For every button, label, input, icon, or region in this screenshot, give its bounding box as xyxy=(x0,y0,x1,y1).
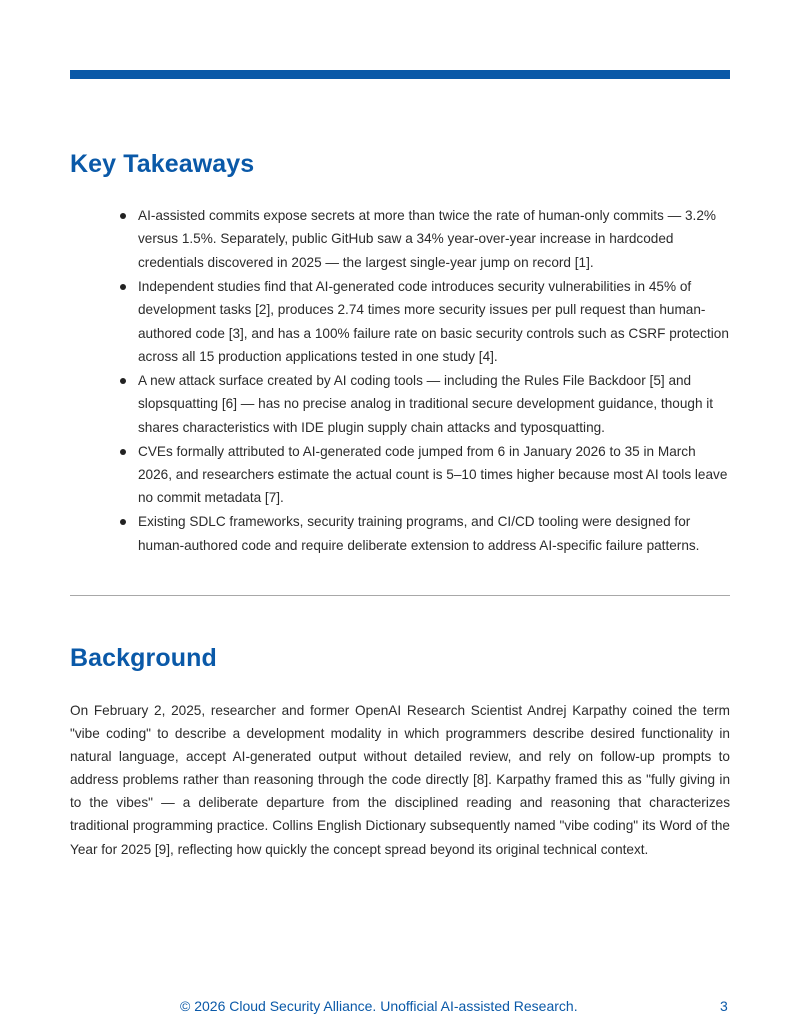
background-heading: Background xyxy=(70,644,217,672)
key-takeaways-heading: Key Takeaways xyxy=(70,150,255,178)
header-accent-bar xyxy=(70,70,730,79)
bullet-icon xyxy=(120,519,126,525)
page-footer xyxy=(0,998,800,1018)
list-item xyxy=(70,275,730,369)
list-item xyxy=(70,440,730,510)
key-takeaways-list xyxy=(70,204,730,558)
list-item xyxy=(70,510,730,557)
list-item-text: CVEs formally attributed to AI-generated code jumped from 6 in January 2026 to 35 in March 2026, and researchers estimate the actual count is 5–10 times higher because most AI tools leave no commit metadata [7]. xyxy=(138,443,728,506)
page-number: 3 xyxy=(720,998,728,1014)
list-item-text: AI-assisted commits expose secrets at more than twice the rate of human-only commits — 3.2% versus 1.5%. Separately, public GitHub saw a 34% year-over-year increase in hardcoded credentials discovered in 2025 — the largest single-year jump on record [1]. xyxy=(138,208,716,270)
list-item xyxy=(70,369,730,439)
footer-copyright: © 2026 Cloud Security Alliance. Unofficial AI-assisted Research. xyxy=(180,998,578,1014)
list-item xyxy=(70,204,730,274)
bullet-icon xyxy=(120,378,126,384)
bullet-icon xyxy=(120,213,126,219)
section-divider xyxy=(70,595,730,596)
bullet-icon xyxy=(120,284,126,290)
bullet-icon xyxy=(120,449,126,455)
list-item-text: Existing SDLC frameworks, security training programs, and CI/CD tooling were designed for human-authored code and require deliberate extension to address AI-specific failure patterns. xyxy=(138,514,700,553)
list-item-text: A new attack surface created by AI coding tools — including the Rules File Backdoor [5] and slopsquatting [6] — has no precise analog in traditional secure development guidance, though it shares characteristics with IDE plugin supply chain attacks and typosquatting. xyxy=(138,372,714,435)
list-item-text: Independent studies find that AI-generated code introduces security vulnerabilities in 45% of development tasks [2], produces 2.74 times more security issues per pull request than human-authored code [3], and has a 100% failure rate on basic security controls such as CSRF protection across all 15 production applications tested in one study [4]. xyxy=(138,278,729,364)
background-paragraph: On February 2, 2025, researcher and former OpenAI Research Scientist Andrej Karpathy coined the term "vibe coding" to describe a development modality in which programmers describe desired functionality in natural language, accept AI-generated output without detailed review, and rely on follow-up prompts to address problems rather than reasoning through the code directly [8]. Karpathy framed this as "fully giving in to the vibes" — a deliberate departure from the disciplined reading and reasoning that characterizes traditional programming practice. Collins English Dictionary subsequently named "vibe coding" its Word of the Year for 2025 [9], reflecting how quickly the concept spread beyond its original technical context. xyxy=(70,703,730,857)
